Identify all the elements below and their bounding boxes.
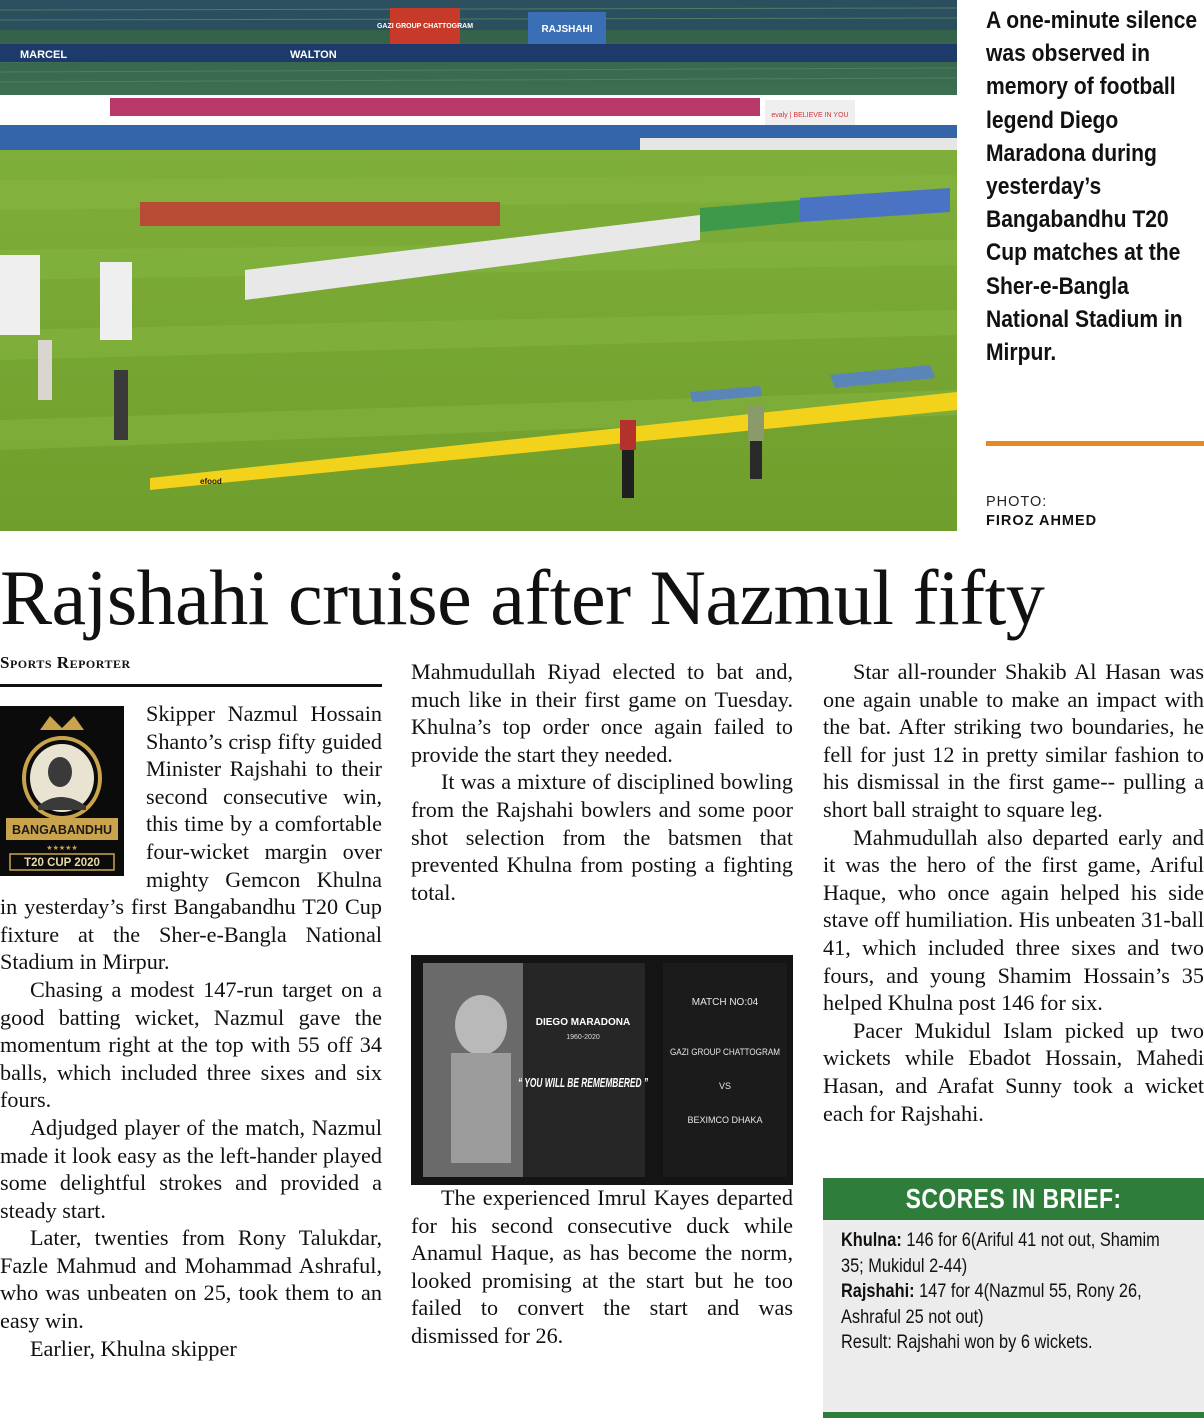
- caption-divider: [986, 441, 1204, 446]
- signage-text: RAJSHAHI: [541, 24, 593, 35]
- screen-name: DIEGO MARADONA: [535, 1017, 631, 1028]
- maradona-tribute-photo: [411, 955, 793, 1185]
- scores-header: [823, 1178, 1204, 1220]
- article-column-2-bottom: [411, 1184, 793, 1350]
- screen-years: 1960-2020: [566, 1034, 600, 1041]
- khulna-score: [841, 1228, 1185, 1279]
- rajshahi-label: Rajshahi:: [841, 1281, 915, 1303]
- signage-text: efood: [200, 477, 222, 486]
- article-paragraph: Mahmudullah also departed early and it was the hero of the first game, Ariful Haque, who once again helped his side stave off humiliation. His unbeaten 31-ball 41, which included three sixes and two fours, and young Shamim Hossain’s 35 helped Khulna post 146 for six.: [823, 824, 1204, 1016]
- article-paragraph: Star all-rounder Shakib Al Hasan was one again unable to make an impact with the bat. After striking two boundaries, he fell for just 12 in pretty similar fashion to his dismissal in the first game-- pulling a short ball straight to square leg.: [823, 659, 1204, 822]
- article-paragraph: Skipper Nazmul Hossain Shanto’s crisp fifty guided Minister Rajshahi to their second consecutive win, this time by a comfortable four-wicket margin over mighty Gemcon Khulna in yesterday’s first Bangabandhu T20 Cup fixture at the Sher-e-Bangla National Stadium in Mirpur.: [0, 701, 382, 975]
- photo-credit-name: FIROZ AHMED: [986, 513, 1098, 529]
- article-column-3: [823, 658, 1204, 1127]
- khulna-label: Khulna:: [841, 1230, 902, 1251]
- tribute-screen-illustration: [411, 955, 793, 1185]
- article-paragraph: Adjudged player of the match, Nazmul made it look easy as the left-hander played some delightful strokes and provided a steady start.: [0, 1114, 382, 1223]
- signage-text: GAZI GROUP CHATTOGRAM: [376, 23, 474, 30]
- article-paragraph: Earlier, Khulna skipper: [30, 1335, 237, 1361]
- photo-caption: A one-minute silence was observed in memory of football legend Diego Maradona during yesterday’s Bangabandhu T20 Cup matches at the Sher-e-Bangla National Stadium in Mirpur.: [986, 7, 1198, 367]
- signage-text: evaly | BELIEVE IN YOU: [771, 112, 849, 119]
- rajshahi-score: [841, 1279, 1185, 1330]
- article-paragraph: The experienced Imrul Kayes departed for his second consecutive duck while Anamul Haque, as has become the norm, looked promising at the start but he too failed to convert the start and was dismissed for 26.: [411, 1185, 793, 1348]
- team2-name: BEXIMCO DHAKA: [687, 1115, 763, 1125]
- byline-divider: [0, 684, 382, 687]
- screen-quote: “ YOU WILL BE REMEMBERED ”: [518, 1075, 649, 1090]
- scores-body: [823, 1220, 1204, 1356]
- article-column-2-top: [411, 658, 793, 906]
- scores-title: SCORES IN BRIEF:: [905, 1183, 1122, 1214]
- vs-label: VS: [718, 1081, 732, 1091]
- stadium-photo-illustration: [0, 0, 957, 531]
- scores-in-brief-box: [823, 1178, 1204, 1418]
- article-paragraph: Pacer Mukidul Islam picked up two wickets while Ebadot Hossain, Mahedi Hasan, and Arafat Sunny took a wicket each for Rajshahi.: [823, 1017, 1204, 1126]
- match-result: Result: Rajshahi won by 6 wickets.: [841, 1332, 1093, 1354]
- rajshahi-details: 147 for 4(Nazmul 55, Rony 26, Ashraful 25 not out): [841, 1281, 1142, 1328]
- article-paragraph: Later, twenties from Rony Talukdar, Fazle Mahmud and Mohammad Ashraful, who was unbeaten on 25, took them to an easy win.: [0, 1225, 382, 1334]
- article-column-1: [0, 700, 382, 1362]
- khulna-details: 146 for 6(Ariful 41 not out, Shamim 35; Mukidul 2-44): [841, 1230, 1160, 1277]
- headline: Rajshahi cruise after Nazmul fifty: [0, 554, 1045, 641]
- signage-text: WALTON: [290, 49, 337, 61]
- article-paragraph: Mahmudullah Riyad elected to bat and, much like in their first game on Tuesday. Khulna’s top order once again failed to provide the start they needed.: [411, 659, 793, 767]
- signage-text: MARCEL: [20, 49, 68, 61]
- scores-bottom-bar: [823, 1412, 1204, 1418]
- team1-name: GAZI GROUP CHATTOGRAM: [670, 1047, 780, 1057]
- match-number: MATCH NO:04: [691, 997, 759, 1008]
- bangabandhu-t20-logo: [0, 706, 124, 876]
- photo-credit: [986, 493, 1097, 531]
- logo-stars: ★★★★★: [46, 845, 78, 852]
- photo-credit-label: PHOTO:: [986, 494, 1048, 510]
- article-paragraph: Chasing a modest 147-run target on a good batting wicket, Nazmul gave the momentum right at the top with 55 off 34 balls, which included three sixes and six fours.: [0, 976, 382, 1113]
- logo-line2: T20 CUP 2020: [24, 857, 100, 869]
- logo-illustration: [0, 706, 124, 876]
- article-paragraph: It was a mixture of disciplined bowling from the Rajshahi bowlers and some poor shot selection from the batsmen that prevented Khulna from posting a fighting total.: [411, 769, 793, 905]
- logo-line1: BANGABANDHU: [12, 823, 112, 837]
- byline: Sports Reporter: [0, 653, 131, 672]
- stadium-photo: [0, 0, 957, 531]
